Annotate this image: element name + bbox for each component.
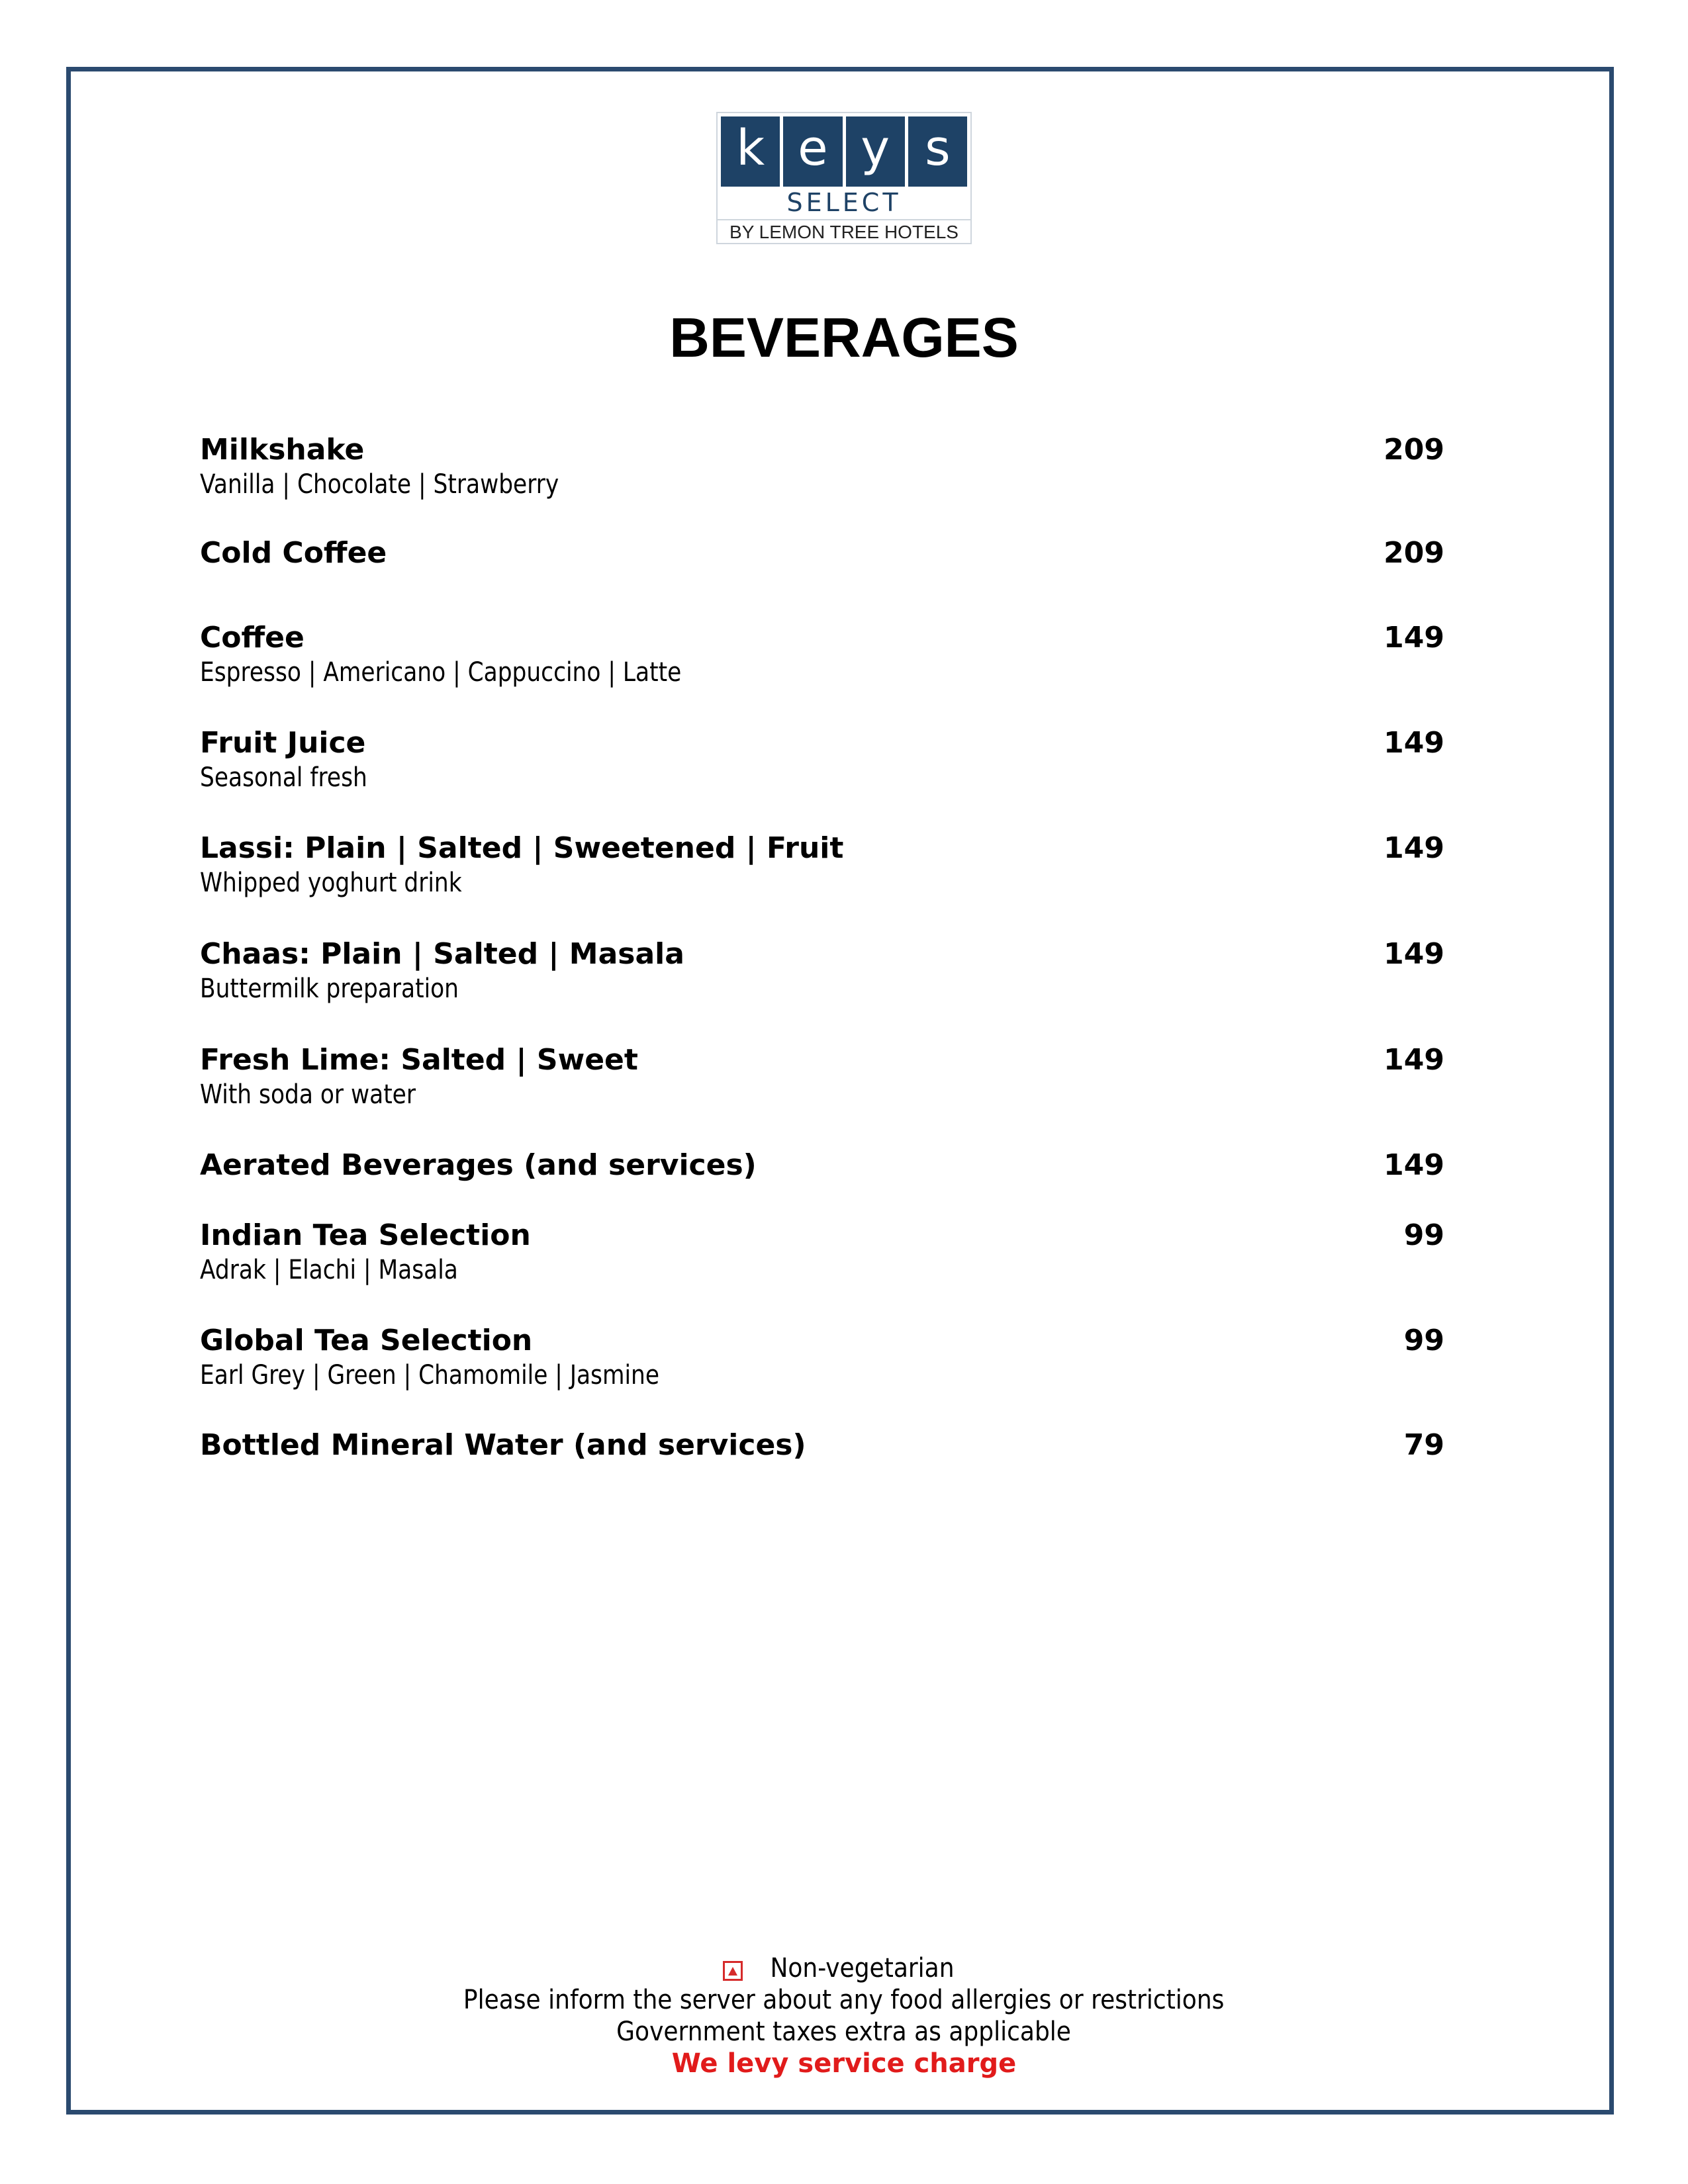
item-name: Milkshake	[200, 433, 365, 467]
logo-by-line: BY LEMON TREE HOTELS	[729, 222, 959, 242]
item-price: 149	[1383, 1148, 1444, 1182]
logo-letter: e	[798, 120, 828, 177]
item-description: Whipped yoghurt drink	[200, 868, 462, 898]
keys-select-logo	[716, 112, 972, 244]
item-description: Adrak | Elachi | Masala	[200, 1255, 458, 1285]
page-title: BEVERAGES	[669, 306, 1019, 369]
item-description: Seasonal fresh	[200, 762, 367, 793]
item-name: Fresh Lime: Salted | Sweet	[200, 1043, 638, 1077]
allergy-note	[0, 1984, 1688, 2016]
logo-letter: y	[861, 120, 890, 177]
item-name: Global Tea Selection	[200, 1324, 533, 1357]
item-name: Coffee	[200, 621, 305, 655]
logo-letter-band	[721, 116, 967, 187]
item-price: 209	[1383, 433, 1444, 467]
non-veg-label: Non-vegetarian	[770, 1953, 955, 1983]
non-veg-triangle-icon	[723, 1961, 743, 1981]
item-name: Indian Tea Selection	[200, 1218, 531, 1252]
item-name: Bottled Mineral Water (and services)	[200, 1428, 806, 1462]
item-price: 79	[1403, 1428, 1444, 1462]
non-veg-legend	[0, 1952, 1688, 1984]
item-description: Earl Grey | Green | Chamomile | Jasmine	[200, 1360, 660, 1390]
item-price: 149	[1383, 726, 1444, 760]
tax-note-text: Government taxes extra as applicable	[616, 2017, 1072, 2047]
item-price: 149	[1383, 621, 1444, 655]
logo-select-text: SELECT	[786, 188, 902, 217]
logo-letter: k	[736, 120, 765, 177]
logo-letter: s	[925, 120, 951, 177]
item-name: Fruit Juice	[200, 726, 366, 760]
item-name: Cold Coffee	[200, 536, 387, 570]
allergy-note-text: Please inform the server about any food allergies or restrictions	[463, 1985, 1225, 2015]
item-description: Espresso | Americano | Cappuccino | Latte	[200, 657, 682, 688]
item-name: Aerated Beverages (and services)	[200, 1148, 757, 1182]
item-description: Buttermilk preparation	[200, 974, 459, 1004]
item-price: 99	[1403, 1324, 1444, 1357]
item-price: 149	[1383, 831, 1444, 865]
service-charge-note: We levy service charge	[671, 2048, 1017, 2079]
tax-note	[0, 2016, 1688, 2048]
item-price: 149	[1383, 1043, 1444, 1077]
item-description: Vanilla | Chocolate | Strawberry	[200, 469, 559, 500]
item-price: 99	[1403, 1218, 1444, 1252]
item-description: With soda or water	[200, 1079, 416, 1110]
item-name: Chaas: Plain | Salted | Masala	[200, 937, 684, 971]
item-price: 149	[1383, 937, 1444, 971]
logo-rule	[718, 219, 970, 220]
item-price: 209	[1383, 536, 1444, 570]
item-name: Lassi: Plain | Salted | Sweetened | Fruit	[200, 831, 844, 865]
